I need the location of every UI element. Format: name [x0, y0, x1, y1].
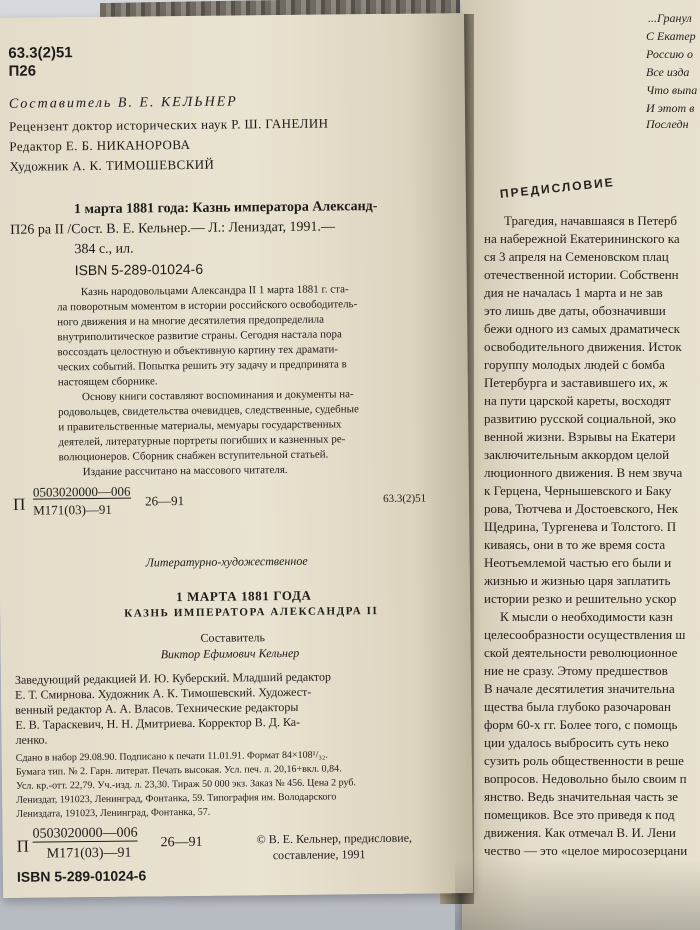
author-mark: П26 [8, 62, 37, 80]
annotation-line: настоящем сборнике. [57, 375, 158, 389]
code-block-2-suffix: 26—91 [160, 834, 203, 851]
code-block-2-prefix: П [16, 836, 30, 856]
compiler-label: Составитель [200, 630, 266, 645]
annotation-line: ла поворотным моментом в истории российского освободитель- [56, 298, 358, 314]
epigraph-line: Что выпа [646, 83, 698, 97]
preface-line: целесообразности осуществления ш [484, 627, 686, 642]
annotation-line: Издание рассчитано на массового читателя. [82, 463, 288, 479]
compiler-name: Виктор Ефимович Кельнер [160, 645, 300, 662]
preface-line: горуппу молодых людей с бомба [484, 357, 665, 372]
preface-line: ся 3 апреля на Семеновском плац [484, 249, 669, 264]
credit-artist: Художник А. К. ТИМОШЕВСКИЙ [9, 156, 215, 174]
annotation-line: и правительственные материалы, мемуары государственных [58, 418, 342, 434]
annotation-line: ного движения и на многие десятилетия предопределила [57, 313, 325, 329]
preface-line: Неотъемлемой частью его были и [484, 555, 672, 570]
catalog-line-3: 384 с., ил. [74, 241, 134, 258]
credit-reviewer: Рецензент доктор исторических наук Р. Ш. ГАНЕЛИН [9, 115, 329, 134]
preface-line: Щедрина, Тургенева и Толстого. П [484, 519, 677, 534]
code-block-1-top: 0503020000—006 [32, 483, 131, 500]
print-line: Лениздата, 191023, Ленинград, Фонтанка, 57. [16, 806, 211, 820]
preface-line: щества была глубоко разочарован [484, 699, 671, 714]
preface-line: рова, Тютчева и Достоевского, Нек [484, 501, 679, 516]
book-subtitle: КАЗНЬ ИМПЕРАТОРА АЛЕКСАНДРА II [124, 605, 379, 620]
preface-line: на пути царской кареты, восходят [484, 393, 671, 408]
copyright-line-2: составление, 1991 [272, 847, 366, 863]
print-line: Бумага тип. № 2. Гарн. литерат. Печать высокая. Усл. печ. л. 20,16+вкл. 0,84. [15, 763, 342, 778]
preface-line: бежи одного из самых драматическ [484, 321, 680, 336]
code-block-2-top: 0503020000—006 [32, 825, 138, 842]
code-block-1-bbk: 63.3(2)51 [382, 492, 427, 505]
preface-line: освободительного движения. Исток [484, 339, 682, 354]
staff-line: венный редактор А. А. Власов. Технические редакторы [15, 699, 299, 717]
print-line: Сдано в набор 29.08.90. Подписано к печати 11.01.91. Формат 84×108¹/₃₂. [15, 749, 328, 764]
catalog-line-1: 1 марта 1881 года: Казнь императора Александ- [73, 198, 378, 218]
genre-label: Литературно-художественное [145, 553, 308, 570]
bbk-code: 63.3(2)51 [8, 44, 73, 62]
annotation-line: внутриполитическое развитие страны. Сегодня настала пора [57, 328, 342, 344]
isbn-bottom: ISBN 5-289-01024-6 [16, 867, 147, 885]
annotation-line: деятелей, литературные портреты погибших и казненных ре- [58, 433, 346, 449]
preface-line: развитию русской социальной, эко [484, 411, 676, 426]
preface-line: это лишь две даты, обозначивши [484, 303, 666, 318]
epigraph-line: И этот в [646, 101, 695, 115]
preface-line: ской деятельности революционное [484, 645, 678, 660]
preface-heading: ПРЕДИСЛОВИЕ [499, 174, 616, 201]
credit-compiler: Составитель В. Е. КЕЛЬНЕР [8, 94, 238, 112]
preface-line: помещиков. Все это приведя к под [484, 807, 675, 822]
preface-line: венной жизни. Взрывы на Екатери [484, 429, 676, 444]
left-page [0, 13, 473, 898]
annotation-line: родовольцев, свидетельства очевидцев, следственные, судебные [58, 403, 359, 419]
epigraph-line: Россию о [646, 47, 694, 61]
preface-line: вопросов. Недовольно было своим п [484, 771, 687, 786]
page-shadow [455, 860, 700, 930]
preface-line: сузить роль общественности в реше [484, 753, 684, 768]
preface-line: к Герцена, Чернышевского и Баку [484, 483, 672, 498]
preface-line: чество — это «целое миросозерцани [484, 843, 688, 858]
preface-line: К мысли о необходимости казн [500, 609, 673, 624]
credit-editor: Редактор Е. Б. НИКАНОРОВА [9, 136, 191, 154]
preface-line: ции удалось выбросить суть неко [484, 735, 669, 750]
catalog-line-2: П26 ра II /Сост. В. Е. Кельнер.— Л.: Лениздат, 1991.— [10, 219, 336, 238]
preface-line: ние не сразу. Этому предшествов [484, 663, 668, 678]
code-block-1-prefix: П [12, 494, 26, 514]
book-title: 1 МАРТА 1881 ГОДА [175, 587, 312, 605]
annotation-line: волюционеров. Сборник снабжен вступительной статьей. [58, 448, 329, 464]
epigraph-line: Все изда [646, 65, 690, 79]
epigraph-line: ...Гранул [648, 11, 692, 25]
epigraph-line: Последн [646, 117, 689, 131]
annotation-line: Казнь народовольцами Александра II 1 марта 1881 г. ста- [80, 283, 349, 299]
preface-line: Трагедия, начавшаяся в Петерб [504, 214, 678, 228]
print-line: Усл. кр.-отт. 22,79. Уч.-изд. л. 23,30. Тираж 50 000 экз. Заказ № 456. Цена 2 руб. [15, 777, 356, 792]
code-block-2-bottom: М171(03)—91 [46, 845, 132, 862]
code-block-1-bottom: М171(03)—91 [33, 501, 112, 518]
preface-line: движения. Как отмечал В. И. Лени [484, 825, 676, 840]
copyright-line-1: © В. Е. Кельнер, предисловие, [256, 830, 413, 847]
staff-line: Е. Т. Смирнова. Художник А. К. Тимошевский. Художест- [15, 684, 312, 702]
staff-line: Е. В. Тараскевич, Н. Н. Дмитриева. Корректор В. Д. Ка- [15, 714, 301, 732]
epigraph-line: С Екатер [646, 29, 696, 43]
annotation-line: ческих событий. Попытка решить эту задачу и предпринята в [57, 358, 347, 374]
preface-line: заключительным аккордом целой [484, 447, 670, 462]
preface-line: на набережной Екатерининского ка [484, 231, 680, 246]
staff-line: Заведующий редакцией И. Ю. Куберский. Младший редактор [14, 669, 332, 687]
preface-line: отечественной истории. Собственн [484, 267, 679, 282]
code-block-1-suffix: 26—91 [144, 493, 185, 509]
annotation-line: Основу книги составляют воспоминания и документы на- [81, 388, 354, 404]
print-line: Лениздат, 191023, Ленинград, Фонтанка, 59. Типография им. Володарского [16, 791, 337, 806]
preface-line: дия не началась 1 марта и не зав [484, 285, 663, 300]
preface-line: янство. Ведь значительная часть зе [484, 789, 679, 804]
preface-line: люционного движения. В нем звуча [484, 465, 683, 480]
preface-line: В начале десятилетия значительна [484, 681, 675, 696]
staff-line: ленко. [15, 732, 48, 747]
catalog-isbn: ISBN 5-289-01024-6 [74, 260, 204, 279]
preface-body [480, 214, 700, 874]
preface-line: жизнью и жизнью царя заплатить [484, 573, 671, 588]
preface-line: истории резко и решительно ускор [484, 591, 677, 606]
preface-line: Петербурга и заставившего их, ж [484, 375, 668, 390]
annotation-line: воссоздать целостную и объективную картину тех драмати- [57, 343, 339, 359]
preface-line: киваясь, они в то же время соста [484, 537, 666, 552]
preface-line: форм 60-х гг. Более того, с помощь [484, 717, 678, 732]
